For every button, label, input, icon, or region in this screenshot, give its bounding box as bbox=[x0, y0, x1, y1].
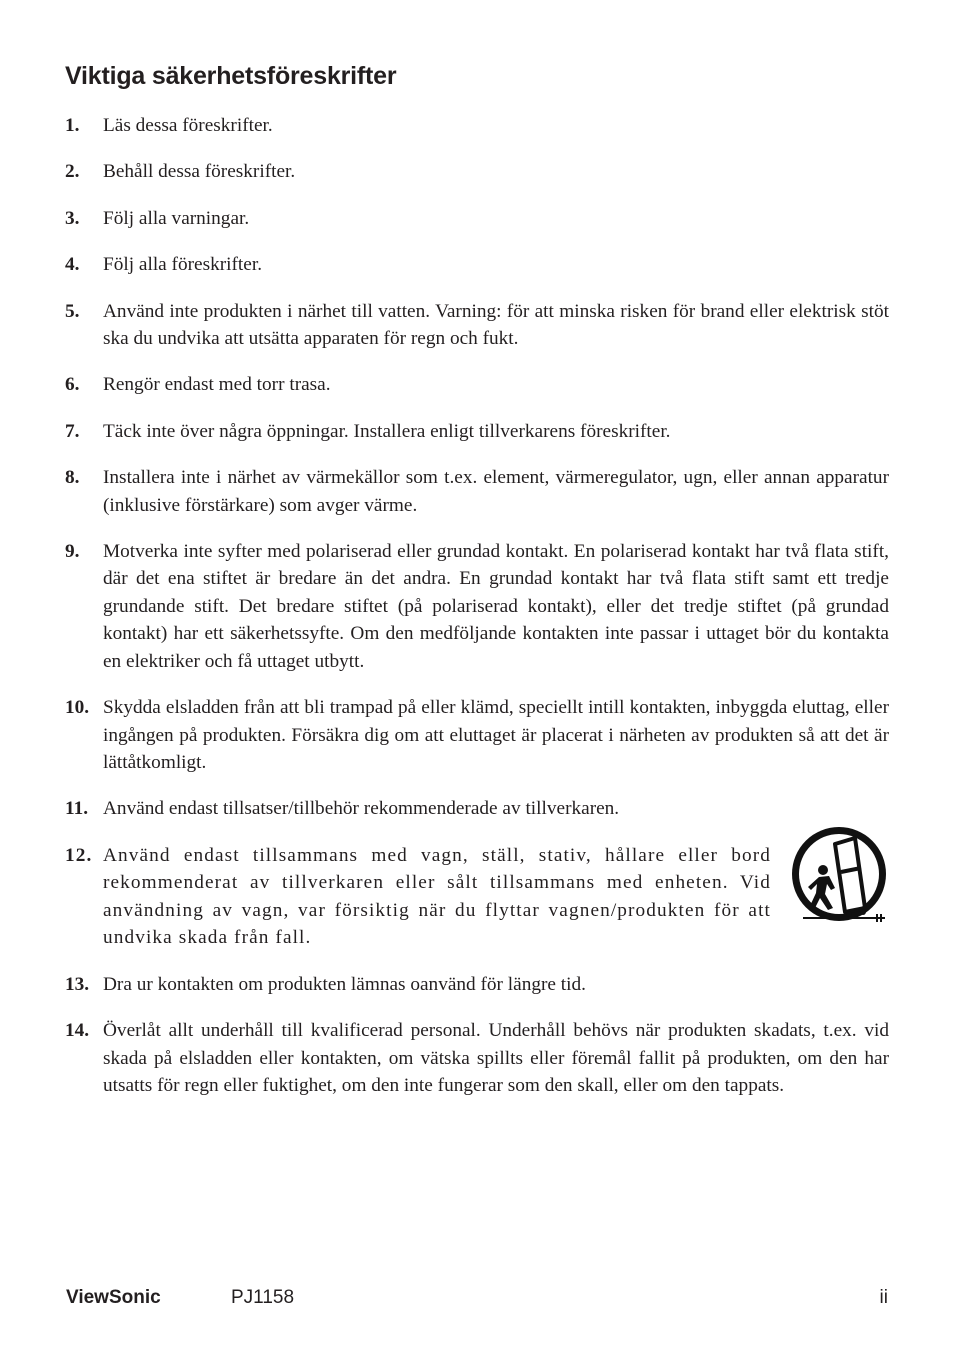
list-item bbox=[65, 251, 889, 278]
item-number: 13. bbox=[65, 973, 90, 995]
item-number: 8. bbox=[65, 467, 80, 489]
item-number: 3. bbox=[65, 207, 80, 229]
list-item bbox=[65, 112, 889, 139]
item-text: Använd endast tillsammans med vagn, ställ, stativ, hållare eller bord rekommenderat av tillverkaren eller sålt tillsammans med enheten. Vid användning av vagn, var försiktig när du flyttar vagnen/produkten för att undvika skada från fall. bbox=[103, 844, 771, 948]
item-text: Dra ur kontakten om produkten lämnas oanvänd för längre tid. bbox=[103, 973, 586, 995]
item-number: 10. bbox=[65, 697, 90, 719]
item-text: Överlåt allt underhåll till kvalificerad personal. Underhåll behövs när produkten skadats, t.ex. vid skada på elsladden eller kontakten, om vätska spillts eller föremål fallit på produkten, om den har utsatts för regn eller fuktighet, om den inte fungerar som den skall, eller om den tappats. bbox=[103, 1020, 889, 1096]
page-number: ii bbox=[879, 1287, 888, 1308]
list-item bbox=[65, 694, 889, 776]
item-text: Använd inte produkten i närhet till vatten. Varning: för att minska risken för brand eller elektrisk stöt ska du undvika att utsätta apparaten för regn och fukt. bbox=[103, 300, 889, 350]
list-item bbox=[65, 298, 889, 353]
item-text: Skydda elsladden från att bli trampad på eller klämd, speciellt intill kontakten, inbyggda eluttag, eller ingången på produkten. Försäkra dig om att eluttaget är placerat i närheten av produkten så att det är lättåtkomligt. bbox=[103, 697, 889, 773]
item-number: 12. bbox=[65, 844, 93, 866]
item-number: 7. bbox=[65, 420, 80, 442]
item-number: 14. bbox=[65, 1020, 90, 1042]
item-number: 11. bbox=[65, 798, 89, 820]
list-item bbox=[65, 158, 889, 185]
item-number: 6. bbox=[65, 374, 80, 396]
page-title: Viktiga säkerhetsföreskrifter bbox=[65, 62, 397, 90]
item-number: 2. bbox=[65, 161, 80, 183]
item-text: Följ alla varningar. bbox=[103, 207, 250, 229]
item-number: 1. bbox=[65, 115, 80, 136]
list-item bbox=[65, 205, 889, 232]
item-number: 5. bbox=[65, 300, 80, 322]
footer-model: PJ1158 bbox=[231, 1287, 295, 1308]
list-item bbox=[65, 538, 889, 675]
item-text: Motverka inte syfter med polariserad eller grundad kontakt. En polariserad kontakt har två flata stift, där det ena stiftet är bredare än det andra. En grundad kontakt har två flata stift samt ett tredje grundande stift. Det bredare stiftet (på polariserad kontakt), eller det tredje stiftet (på grundad kontakt) har ett säkerhetssyfte. Om den medföljande kontakten inte passar i uttaget bör du kontakta en elektriker och få uttaget utbytt. bbox=[103, 541, 889, 672]
list-item bbox=[65, 842, 889, 952]
item-text: Täck inte över några öppningar. Installera enligt tillverkarens föreskrifter. bbox=[103, 420, 671, 442]
list-item bbox=[65, 418, 889, 445]
safety-instructions-list bbox=[65, 112, 889, 1118]
item-text: Installera inte i närhet av värmekällor som t.ex. element, värmeregulator, ugn, eller annan apparatur (inklusive förstärkare) som avger värme. bbox=[103, 467, 889, 516]
cart-tip-over-warning-icon bbox=[789, 826, 889, 926]
page-footer bbox=[66, 1287, 888, 1311]
list-item bbox=[65, 971, 889, 998]
item-number: 4. bbox=[65, 254, 80, 276]
list-item bbox=[65, 1017, 889, 1099]
list-item bbox=[65, 795, 889, 822]
item-number: 9. bbox=[65, 541, 80, 563]
item-text: Följ alla föreskrifter. bbox=[103, 254, 263, 276]
item-text: Använd endast tillsatser/tillbehör rekommenderade av tillverkaren. bbox=[103, 798, 620, 820]
item-text: Läs dessa föreskrifter. bbox=[103, 115, 273, 136]
footer-brand: ViewSonic bbox=[66, 1287, 161, 1308]
list-item bbox=[65, 371, 889, 398]
item-text: Behåll dessa föreskrifter. bbox=[103, 161, 296, 183]
item-text: Rengör endast med torr trasa. bbox=[103, 374, 331, 396]
list-item bbox=[65, 464, 889, 519]
